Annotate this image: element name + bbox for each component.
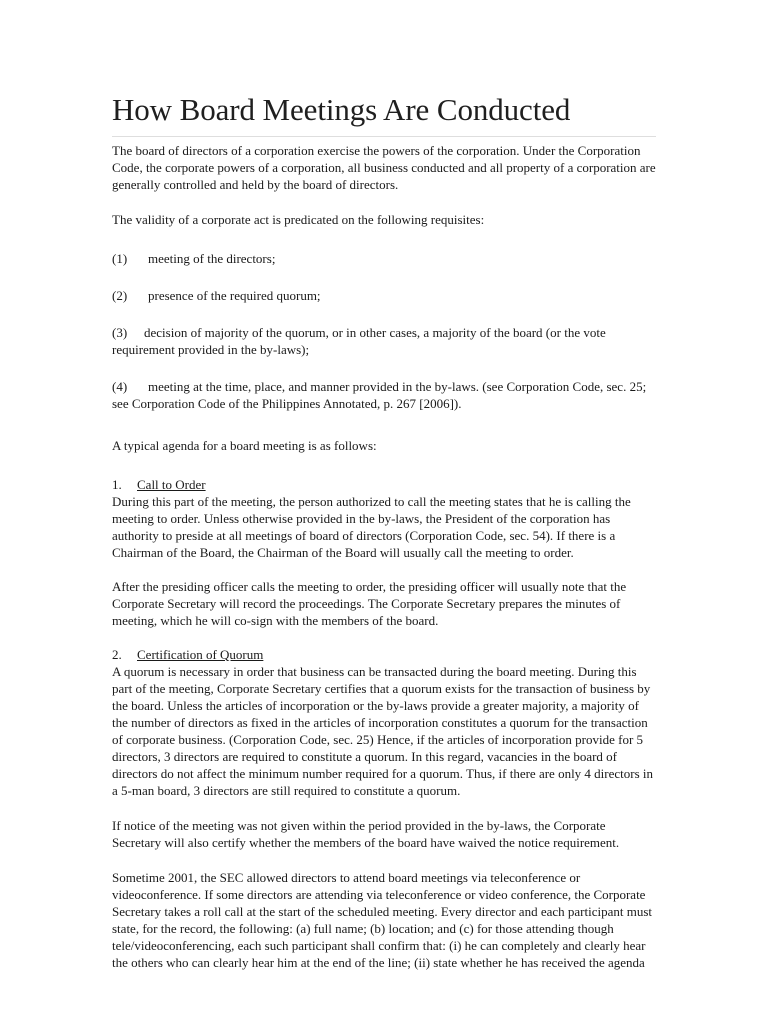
title-divider bbox=[112, 136, 656, 137]
agenda-lead: A typical agenda for a board meeting is as follows: bbox=[112, 438, 377, 453]
validity-lead: The validity of a corporate act is predicated on the following requisites: bbox=[112, 212, 485, 227]
requisite-number: (4) bbox=[112, 379, 128, 394]
section-paragraph: A quorum is necessary in order that business can be transacted during the board meeting. During this part of the meeting, Corporate Secretary certifies that a quorum exists for the transaction of business by the board. Unless the articles of incorporation or the by-laws provide a greater majority, a majority of the number of directors as fixed in the articles of incorporation constitutes a quorum for the transaction of corporate business. (Corporation Code, sec. 25) Hence, if the articles of incorporation provide for 5 directors, 3 directors are required to constitute a quorum. In this regard, vacancies in the board of directors do not affect the minimum number required for a quorum. Thus, if there are only 4 directors in a 5-man board, 3 directors are still required to constitute a quorum. bbox=[112, 664, 654, 798]
requisite-text: decision of majority of the quorum, or in other cases, a majority of the board (or the vote requirement provided in the by-laws); bbox=[112, 325, 606, 357]
section-paragraph: After the presiding officer calls the meeting to order, the presiding officer will usually note that the Corporate Secretary will record the proceedings. The Corporate Secretary prepares the minutes of meeting, which he will co-sign with the members of the board. bbox=[112, 579, 627, 628]
requisite-number: (3) bbox=[112, 325, 128, 340]
requisite-text: meeting at the time, place, and manner provided in the by-laws. (see Corporation Code, sec. 25; see Corporation Code of the Philippines Annotated, p. 267 [2006]). bbox=[112, 379, 647, 411]
requisite-number: (2) bbox=[112, 288, 128, 303]
section-paragraph: If notice of the meeting was not given within the period provided in the by-laws, the Corporate Secretary will also certify whether the members of the board have waived the notice requirement. bbox=[112, 818, 620, 850]
requisite-item bbox=[112, 324, 656, 358]
section-title: Certification of Quorum bbox=[137, 647, 264, 662]
requisite-text: meeting of the directors; bbox=[148, 251, 276, 266]
section-title: Call to Order bbox=[137, 477, 206, 492]
document-body bbox=[112, 142, 656, 971]
section-paragraph: Sometime 2001, the SEC allowed directors to attend board meetings via teleconference or videoconference. If some directors are attending via teleconference or video conference, the Corporate Secretary takes a roll call at the start of the scheduled meeting. Every director and each participant must state, for the record, the following: (a) full name; (b) location; and (c) for those attending though tele/videoconferencing, each such participant shall confirm that: (i) he can completely and clearly hear the others who can clearly hear him at the end of the line; (ii) state whether he has received the agenda bbox=[112, 870, 653, 970]
section-heading bbox=[112, 646, 656, 663]
requisite-item bbox=[112, 287, 656, 304]
section-number: 1. bbox=[112, 477, 122, 492]
intro-paragraph: The board of directors of a corporation exercise the powers of the corporation. Under the Corporation Code, the corporate powers of a corporation, all business conducted and all property of a corporation are generally controlled and held by the board of directors. bbox=[112, 143, 656, 192]
requisite-number: (1) bbox=[112, 251, 128, 266]
requisite-item bbox=[112, 378, 656, 412]
page-title: How Board Meetings Are Conducted bbox=[112, 92, 571, 127]
requisite-item bbox=[112, 250, 656, 267]
section-heading bbox=[112, 476, 656, 493]
section-paragraph: During this part of the meeting, the person authorized to call the meeting states that he is calling the meeting to order. Unless otherwise provided in the by-laws, the President of the corporation has authority to preside at all meetings of board of directors (Corporation Code, sec. 54). If there is a Chairman of the Board, the Chairman of the Board will usually call the meeting to order. bbox=[112, 494, 631, 560]
section-number: 2. bbox=[112, 647, 122, 662]
requisite-text: presence of the required quorum; bbox=[148, 288, 321, 303]
